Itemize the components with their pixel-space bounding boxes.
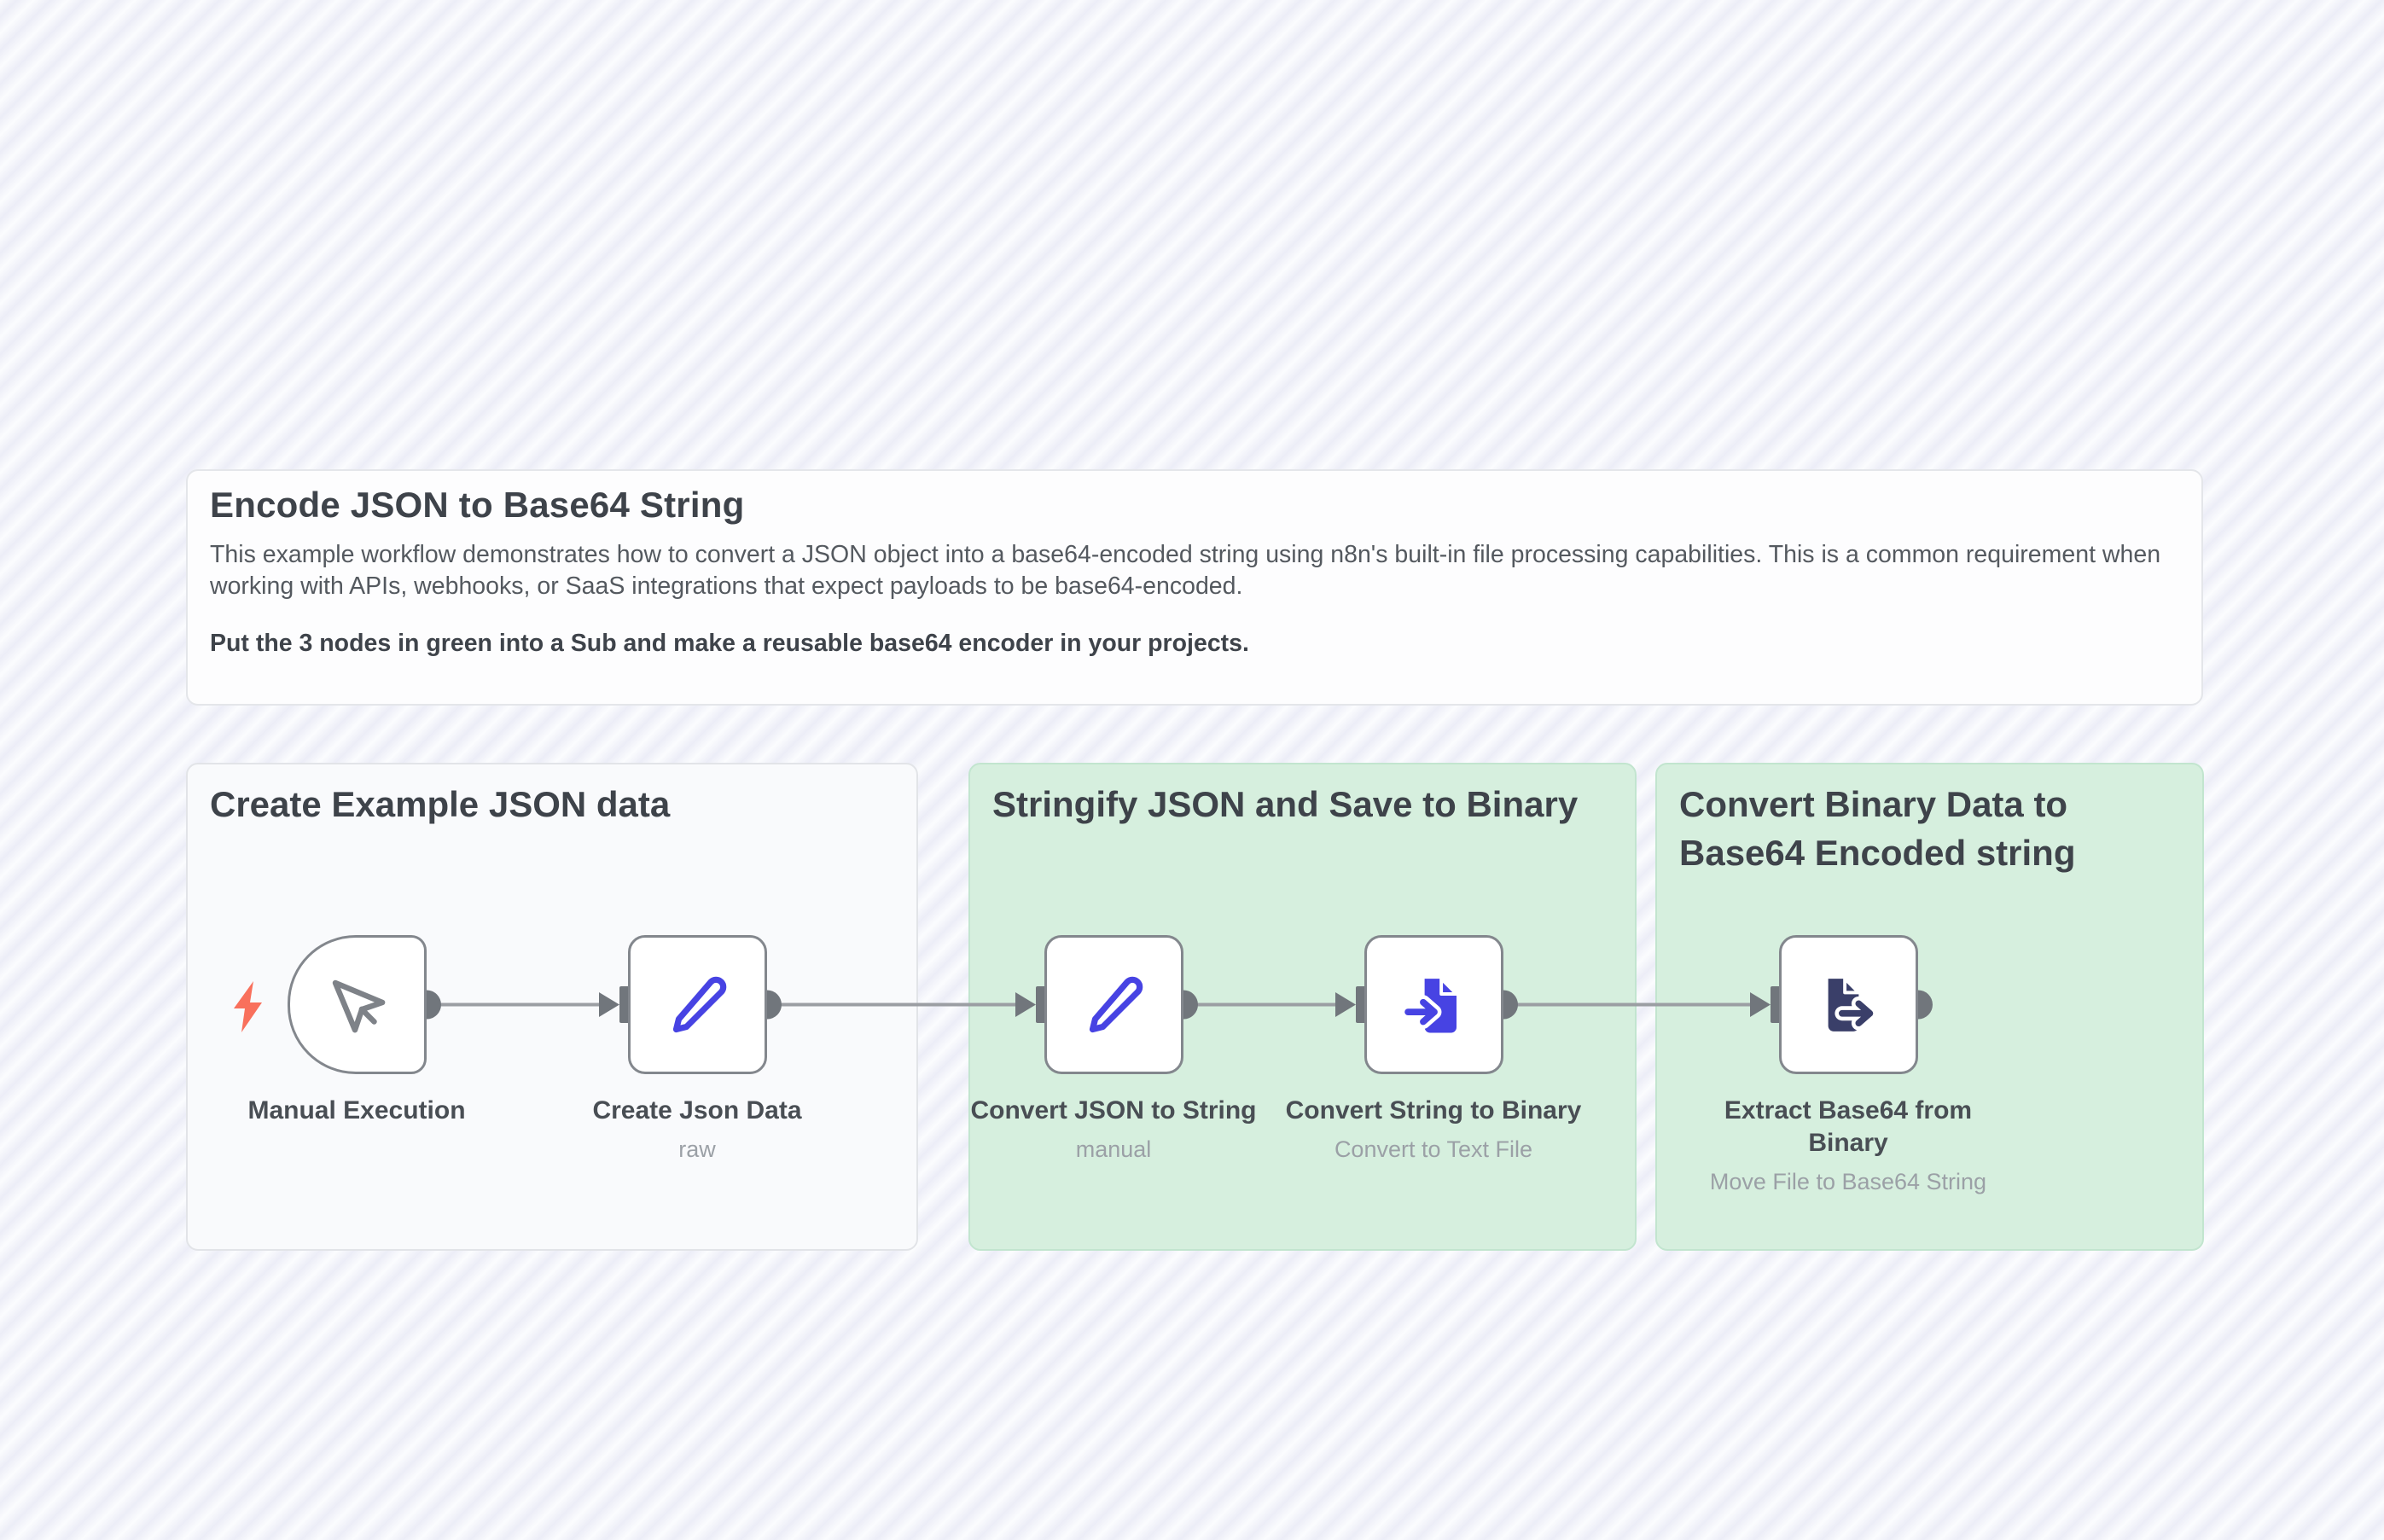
node-label-convert-json-to-string: Convert JSON to String manual (943, 1095, 1284, 1165)
lightning-bolt-icon (234, 981, 270, 1032)
node-label-convert-string-to-binary: Convert String to Binary Convert to Text File (1263, 1095, 1604, 1165)
pencil-icon (667, 974, 729, 1036)
node-extract-base64-from-binary[interactable] (1779, 935, 1918, 1074)
node-label-manual-execution: Manual Execution (247, 1096, 466, 1124)
sticky-note-description[interactable] (186, 469, 2203, 706)
file-export-icon (1816, 972, 1882, 1038)
workflow-callout-text: Put the 3 nodes in green into a Sub and make a reusable base64 encoder in your projects. (210, 630, 1249, 657)
group-title-stringify: Stringify JSON and Save to Binary (992, 784, 1579, 824)
node-convert-json-to-string[interactable] (1044, 935, 1183, 1074)
pencil-icon (1084, 974, 1145, 1036)
mouse-pointer-icon (324, 972, 391, 1038)
node-manual-execution[interactable] (288, 935, 427, 1074)
node-label-create-json-data: Create Json Data raw (526, 1095, 868, 1165)
group-title-convert-binary: Convert Binary Data to Base64 Encoded string (1679, 784, 2076, 873)
workflow-description-text: This example workflow demonstrates how to convert a JSON object into a base64-encoded string using n8n's built-in file processing capabilities. This is a common requirement when working with APIs, webhooks, or SaaS integrations that expect payloads to be base64-encoded. (210, 541, 2161, 600)
node-convert-string-to-binary[interactable] (1364, 935, 1503, 1074)
node-subtitle: manual (1075, 1136, 1152, 1162)
node-subtitle: Convert to Text File (1334, 1136, 1533, 1162)
node-label-extract-base64: Extract Base64 from Binary Move File to Base64 String (1678, 1095, 2019, 1198)
file-import-icon (1401, 972, 1468, 1038)
node-subtitle: raw (678, 1136, 716, 1162)
group-title-create-json: Create Example JSON data (210, 784, 671, 824)
node-subtitle: Move File to Base64 String (1709, 1169, 1987, 1194)
workflow-title: Encode JSON to Base64 String (210, 485, 745, 525)
node-create-json-data[interactable] (628, 935, 767, 1074)
